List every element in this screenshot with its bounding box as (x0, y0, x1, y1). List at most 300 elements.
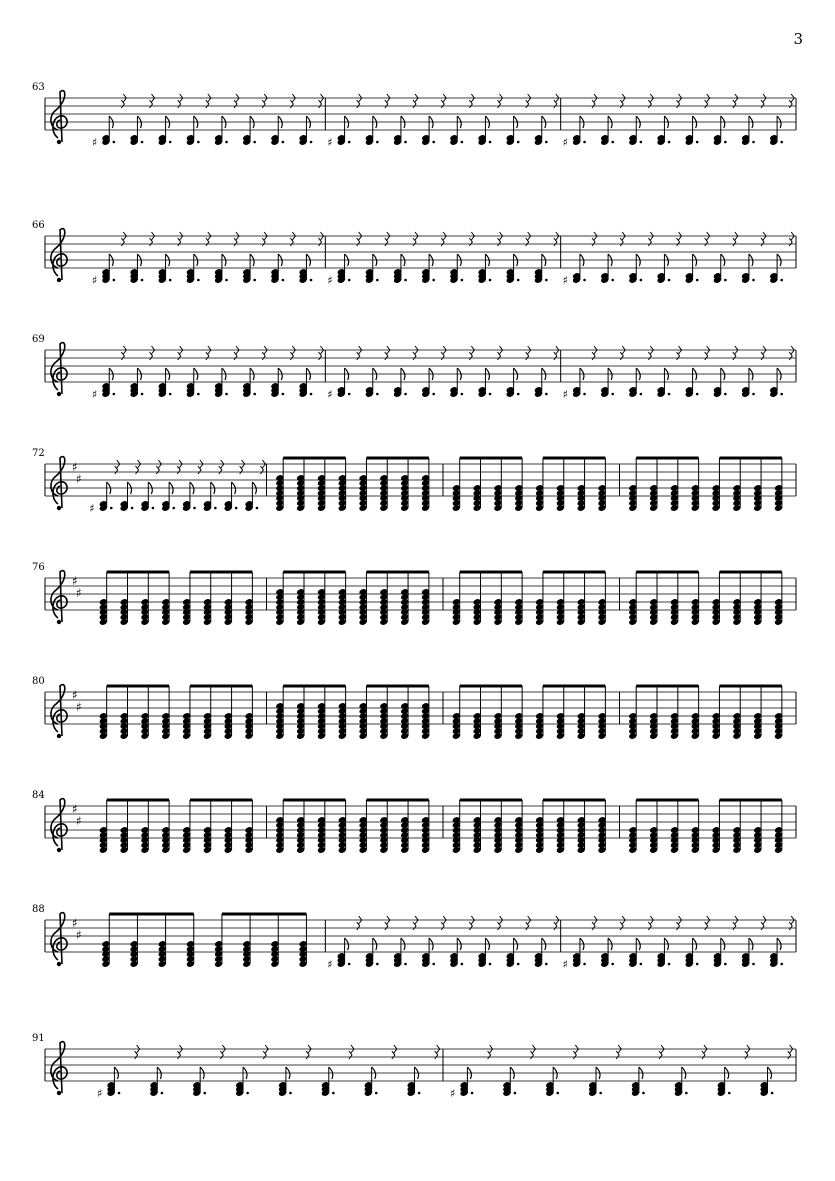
dot (640, 279, 643, 282)
dot (375, 1092, 378, 1095)
chord (365, 916, 390, 968)
chord (534, 346, 559, 398)
measure (563, 346, 795, 401)
chord (563, 232, 597, 287)
chord (270, 346, 295, 398)
chord (769, 94, 794, 146)
chord (365, 346, 390, 398)
chord (600, 346, 625, 398)
chord (732, 458, 741, 512)
chord (421, 686, 430, 740)
chord (224, 686, 233, 740)
chord (182, 572, 191, 626)
sharp-icon: ♯ (76, 586, 82, 600)
dot (780, 393, 783, 396)
chord (556, 572, 565, 626)
chord (393, 94, 418, 146)
dot (110, 507, 113, 510)
chord (473, 572, 482, 626)
chord (379, 800, 388, 854)
chord (242, 94, 267, 146)
measure (89, 460, 266, 515)
chord (691, 686, 700, 740)
chord (421, 916, 446, 968)
chord (506, 346, 531, 398)
dot (141, 393, 144, 396)
chord (421, 232, 446, 284)
page-number: 3 (793, 30, 803, 48)
chord (192, 1045, 225, 1097)
chord (712, 686, 721, 740)
chord (186, 346, 211, 398)
chord (732, 572, 741, 626)
dot (282, 393, 285, 396)
chord (535, 686, 544, 740)
dot (771, 1092, 774, 1095)
chord (556, 458, 565, 512)
chord (741, 916, 766, 968)
chord (270, 914, 279, 968)
chord (514, 686, 523, 740)
sharp-icon: ♯ (89, 502, 95, 515)
dot (640, 393, 643, 396)
chord (600, 916, 625, 968)
sharp-icon: ♯ (327, 958, 333, 971)
chord (628, 572, 637, 626)
chord (493, 686, 502, 740)
dot (517, 141, 520, 144)
chord (656, 94, 681, 146)
dot (310, 393, 313, 396)
chord (379, 572, 388, 626)
chord (628, 686, 637, 740)
chord (563, 916, 597, 971)
chord (317, 800, 326, 854)
chord (656, 346, 681, 398)
chord (99, 800, 108, 854)
chord (140, 800, 149, 854)
chord (421, 800, 430, 854)
chord (712, 458, 721, 512)
dot (489, 141, 492, 144)
chord (473, 800, 482, 854)
chord (421, 94, 446, 146)
chord (556, 800, 565, 854)
chord (298, 94, 323, 146)
dot (471, 1092, 474, 1095)
dot (724, 279, 727, 282)
measure (563, 232, 795, 287)
chord (161, 686, 170, 740)
chord (713, 346, 738, 398)
dot (253, 141, 256, 144)
measure-number: 84 (32, 790, 45, 801)
dot (152, 507, 155, 510)
sharp-icon: ♯ (91, 388, 98, 401)
dot (432, 963, 435, 966)
chord (338, 686, 347, 740)
chord (628, 916, 653, 968)
sharp-icon: ♯ (327, 388, 333, 401)
dot (404, 279, 407, 282)
dot (728, 1092, 731, 1095)
chord (214, 914, 223, 968)
measure-number: 76 (32, 562, 45, 573)
chord (400, 800, 409, 854)
chord (685, 94, 710, 146)
chord (600, 94, 625, 146)
chord (364, 1045, 397, 1097)
measure (92, 94, 325, 149)
chord (407, 1045, 440, 1097)
chord (203, 460, 224, 512)
measure (563, 916, 795, 971)
chord (298, 232, 323, 284)
chord (563, 346, 597, 401)
staff-system (32, 676, 796, 740)
chord (129, 232, 154, 284)
chord (161, 800, 170, 854)
chord (97, 1045, 140, 1100)
chord (649, 800, 658, 854)
chord (769, 232, 794, 284)
chord (317, 458, 326, 512)
measure (452, 458, 620, 512)
chord (338, 458, 347, 512)
chord (514, 572, 523, 626)
sharp-icon: ♯ (76, 814, 82, 828)
measure (628, 458, 783, 512)
chord (577, 686, 586, 740)
chord (278, 1045, 311, 1097)
dot (752, 393, 755, 396)
dot (197, 141, 200, 144)
sharp-icon: ♯ (76, 472, 82, 486)
chord (452, 800, 461, 854)
chord (631, 1045, 664, 1097)
chord (732, 800, 741, 854)
staff-system (32, 334, 796, 401)
staff-system (32, 790, 796, 854)
chord (502, 1045, 535, 1097)
chord (140, 572, 149, 626)
chord (242, 914, 251, 968)
staff-system (32, 220, 796, 287)
chord (670, 458, 679, 512)
chord (296, 800, 305, 854)
dot (583, 963, 586, 966)
chord (514, 800, 523, 854)
chord (270, 94, 295, 146)
chord (275, 458, 284, 512)
chord (338, 572, 347, 626)
dot (696, 963, 699, 966)
chord (214, 232, 239, 284)
dot (724, 141, 727, 144)
chord (577, 800, 586, 854)
chord (506, 232, 531, 284)
chord (327, 232, 361, 287)
chord (182, 686, 191, 740)
chord (92, 346, 126, 401)
measure (72, 572, 267, 626)
chord (577, 572, 586, 626)
chord (760, 1045, 793, 1097)
dot (404, 141, 407, 144)
chord (473, 458, 482, 512)
measure (452, 686, 620, 740)
dot (461, 279, 464, 282)
chord (242, 232, 267, 284)
sharp-icon: ♯ (72, 916, 78, 930)
dot (253, 279, 256, 282)
dot (461, 393, 464, 396)
dot (752, 279, 755, 282)
chord (275, 800, 284, 854)
dot (461, 141, 464, 144)
chord (712, 572, 721, 626)
dot (225, 393, 228, 396)
chord (120, 572, 129, 626)
staff-system (32, 904, 796, 971)
measure (72, 914, 325, 968)
chord (140, 686, 149, 740)
dot (332, 1092, 335, 1095)
chord (597, 572, 606, 626)
dot (376, 279, 379, 282)
dot (696, 393, 699, 396)
dot (246, 1092, 249, 1095)
chord (597, 686, 606, 740)
dot (376, 141, 379, 144)
measure (275, 800, 443, 854)
chord (774, 458, 783, 512)
chord (556, 686, 565, 740)
dot (118, 1092, 121, 1095)
measure-number: 66 (32, 220, 45, 231)
chord (534, 94, 559, 146)
dot (113, 141, 116, 144)
chord (649, 572, 658, 626)
dot (432, 141, 435, 144)
dot (289, 1092, 292, 1095)
sharp-icon: ♯ (76, 700, 82, 714)
dot (432, 393, 435, 396)
chord (563, 94, 597, 149)
measure (97, 1045, 443, 1100)
dot (256, 507, 259, 510)
measure (628, 572, 783, 626)
dot (545, 141, 548, 144)
dot (668, 279, 671, 282)
chord (421, 346, 446, 398)
sharp-icon: ♯ (72, 460, 78, 474)
chord (450, 1045, 493, 1100)
dot (640, 963, 643, 966)
dot (348, 141, 351, 144)
chord (493, 800, 502, 854)
chord (244, 572, 253, 626)
chord (477, 232, 502, 284)
chord (597, 458, 606, 512)
measure (452, 800, 620, 854)
sharp-icon: ♯ (91, 136, 98, 149)
chord (717, 1045, 750, 1097)
dot (780, 141, 783, 144)
measure-number: 63 (32, 82, 45, 93)
chord (365, 94, 390, 146)
chord (186, 914, 195, 968)
sharp-icon: ♯ (327, 274, 333, 287)
chord (99, 572, 108, 626)
chord (506, 94, 531, 146)
chord (774, 572, 783, 626)
measure (563, 94, 795, 149)
dot (583, 279, 586, 282)
chord (158, 232, 183, 284)
chord (275, 572, 284, 626)
chord (670, 800, 679, 854)
chord (649, 458, 658, 512)
chord (327, 346, 361, 401)
chord (628, 346, 653, 398)
chord (270, 232, 295, 284)
chord (92, 232, 126, 287)
chord (89, 460, 119, 515)
dot (599, 1092, 602, 1095)
chord (534, 916, 559, 968)
chord (514, 458, 523, 512)
dot (169, 279, 172, 282)
measure-number: 69 (32, 334, 45, 345)
chord (421, 458, 430, 512)
dot (489, 963, 492, 966)
sharp-icon: ♯ (562, 388, 568, 401)
sharp-icon: ♯ (72, 574, 78, 588)
chord (161, 572, 170, 626)
chord (670, 686, 679, 740)
staff-system (32, 1033, 796, 1100)
chord (365, 232, 390, 284)
dot (376, 393, 379, 396)
chord (597, 800, 606, 854)
chord (158, 94, 183, 146)
chord (224, 460, 245, 512)
chord (477, 916, 502, 968)
dot (404, 393, 407, 396)
chord (769, 346, 794, 398)
measure (72, 686, 267, 740)
chord (452, 686, 461, 740)
dot (348, 393, 351, 396)
chord (628, 94, 653, 146)
chord (628, 232, 653, 284)
measure (92, 232, 325, 287)
dot (696, 279, 699, 282)
chord (449, 346, 474, 398)
chord (753, 800, 762, 854)
sharp-icon: ♯ (76, 928, 82, 942)
dot (489, 279, 492, 282)
sharp-icon: ♯ (97, 1087, 103, 1100)
measure (327, 346, 560, 401)
chord (359, 800, 368, 854)
dot (169, 141, 172, 144)
dot (432, 279, 435, 282)
chord (244, 686, 253, 740)
measure-number: 88 (32, 904, 45, 915)
dot (461, 963, 464, 966)
dot (282, 141, 285, 144)
dot (611, 141, 614, 144)
dot (489, 393, 492, 396)
dot (668, 141, 671, 144)
chord (670, 572, 679, 626)
chord (149, 1045, 182, 1097)
chord (506, 916, 531, 968)
dot (172, 507, 175, 510)
dot (724, 393, 727, 396)
chord (713, 916, 738, 968)
chord (477, 346, 502, 398)
dot (225, 141, 228, 144)
chord (161, 460, 182, 512)
dot (668, 963, 671, 966)
chord (321, 1045, 354, 1097)
measure-number: 80 (32, 676, 45, 687)
dot (545, 279, 548, 282)
chord (732, 686, 741, 740)
dot (640, 141, 643, 144)
chord (753, 458, 762, 512)
dot (113, 279, 116, 282)
sharp-icon: ♯ (72, 688, 78, 702)
measure (450, 1045, 793, 1100)
chord (588, 1045, 621, 1097)
dot (545, 963, 548, 966)
sharp-icon: ♯ (450, 1087, 456, 1100)
dot (583, 141, 586, 144)
chord (452, 458, 461, 512)
chord (535, 572, 544, 626)
chord (421, 572, 430, 626)
chord (741, 346, 766, 398)
measure (72, 800, 267, 854)
chord (685, 346, 710, 398)
chord (101, 914, 110, 968)
chord (140, 460, 161, 512)
measure (327, 232, 560, 287)
chord (769, 916, 794, 968)
chord (712, 800, 721, 854)
sharp-icon: ♯ (327, 136, 333, 149)
chord (359, 572, 368, 626)
chord (477, 94, 502, 146)
dot (611, 393, 614, 396)
dot (348, 279, 351, 282)
dot (556, 1092, 559, 1095)
dot (517, 963, 520, 966)
chord (393, 916, 418, 968)
chord (600, 232, 625, 284)
chord (534, 232, 559, 284)
dot (197, 279, 200, 282)
chord (393, 232, 418, 284)
chord (129, 94, 154, 146)
chord (628, 458, 637, 512)
dot (545, 393, 548, 396)
measure (275, 686, 443, 740)
